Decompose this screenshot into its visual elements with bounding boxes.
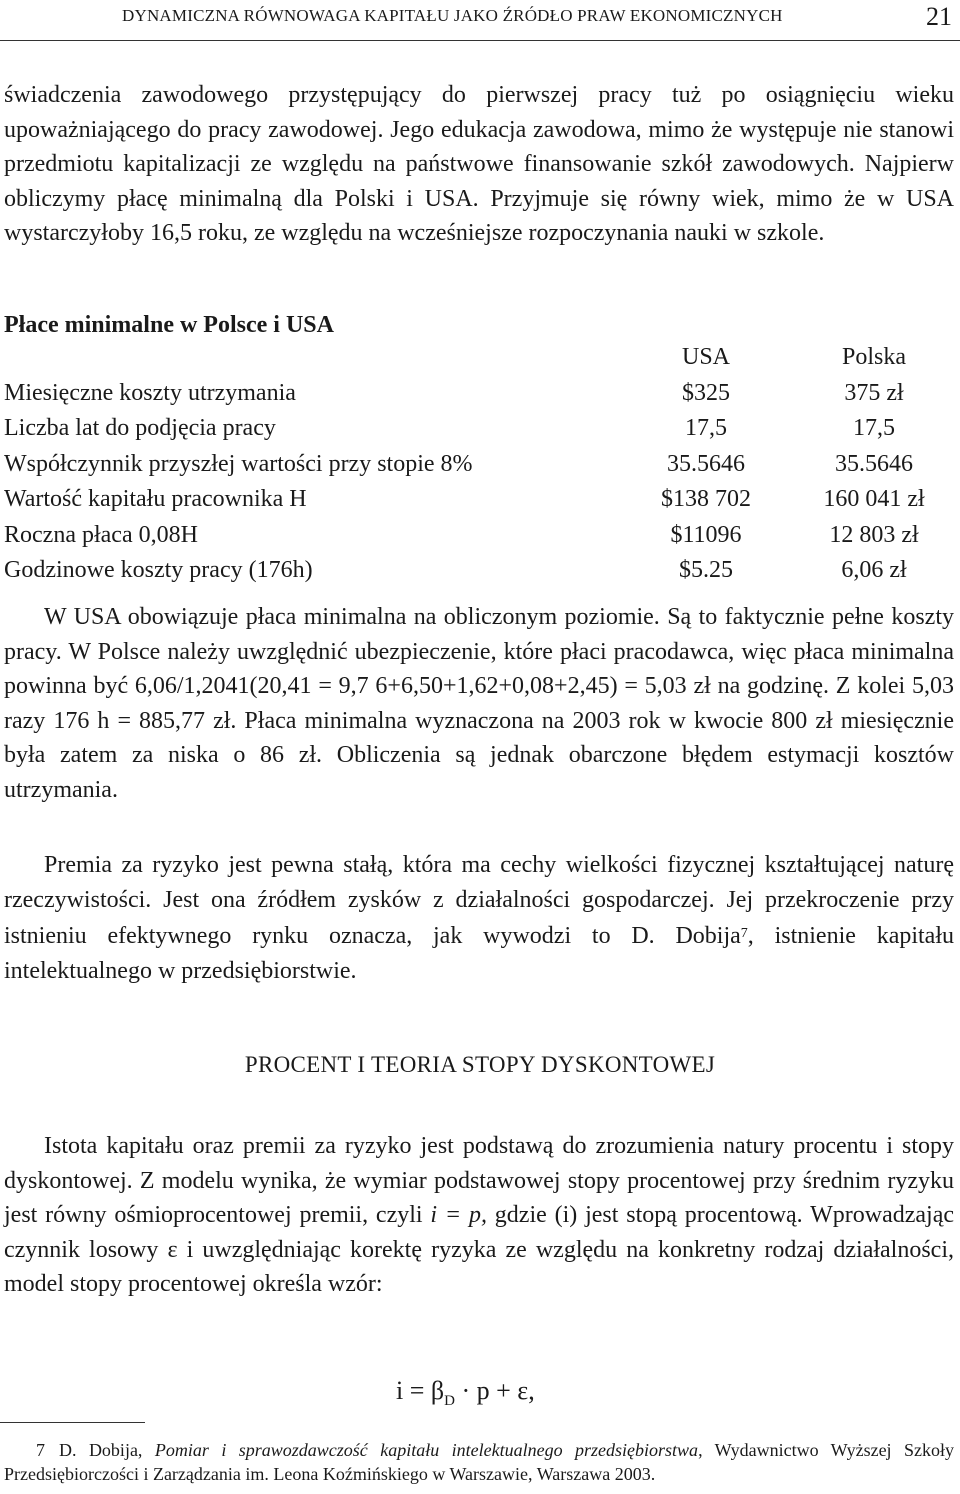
cell-usa: $138 702 [661, 486, 751, 512]
inline-math: i = p, [430, 1202, 487, 1228]
cell-usa: $11096 [670, 521, 742, 548]
cell-polska: 17,5 [853, 415, 895, 441]
row-label: Godzinowe koszty pracy (176h) [4, 557, 313, 583]
table-row [4, 557, 954, 593]
table-header-row [4, 344, 954, 380]
paragraph-4-text: Istota kapitału oraz premii za ryzyko jest podstawą do zrozumienia natury procentu i stopy dyskontowej. Z modelu wynika, że wymiar podstawowej stopy procentowej przy średnim ryzyku jest równy ośmioprocentowej premii, czyli [4, 1133, 954, 1228]
section-heading: PROCENT I TEORIA STOPY DYSKONTOWEJ [244, 1052, 716, 1077]
row-label: Miesięczne koszty utrzymania [4, 379, 296, 406]
paragraph-3 [4, 848, 954, 988]
cell-usa: $325 [682, 379, 730, 406]
page-number: 21 [926, 2, 952, 31]
footnote-reference: 7 [740, 926, 748, 941]
cell-polska: 160 041 zł [823, 486, 925, 512]
table-title: Płace minimalne w Polsce i USA [4, 312, 334, 338]
formula-subscript: D [444, 1393, 455, 1409]
formula-rhs: · p + ε, [454, 1376, 535, 1405]
table-row [4, 451, 954, 487]
cell-usa: 35.5646 [667, 450, 745, 477]
paragraph-3-text: Premia za ryzyko jest pewna stałą, która ma cechy wielkości fizycznej kształtującej naturę rzeczywistości. Jest ona źródłem zysków z działalności gospodarczej. Jej przekroczenie przy istnieniu efektywnego rynku oznacza, jak wywodzi to D. Dobija [4, 852, 954, 949]
row-label: Roczna płaca 0,08H [4, 521, 198, 548]
paragraph-3-end: , istnienie kapitału intelektualnego w przedsiębiorstwie. [4, 923, 954, 984]
footnote-divider [0, 1422, 145, 1423]
paragraph-2: W USA obowiązuje płaca minimalna na obliczonym poziomie. Są to faktycznie pełne koszty pracy. W Polsce należy uwzględnić ubezpieczenie, które płaci pracodawca, więc płaca minimalna powinna być 6,06/1,2041(20,41 = 9,7 6+6,50+1,62+0,08+2,45) = 5,03 zł na godzinę. Z kolei 5,03 razy 176 h = 885,77 zł. Płaca minimalna wyznaczona na 2003 rok w kwocie 800 zł miesięcznie była zatem za niska o 86 zł. Obliczenia są jednak obarczone błędem estymacji kosztów utrzymania. [4, 604, 954, 803]
footnote [4, 1438, 954, 1486]
running-title: DYNAMICZNA RÓWNOWAGA KAPITAŁU JAKO ŹRÓDŁO PRAW EKONOMICZNYCH [122, 6, 783, 25]
cell-usa: 17,5 [685, 415, 727, 441]
table-row [4, 486, 954, 522]
column-header-polska: Polska [841, 344, 906, 370]
footnote-title: Pomiar i sprawozdawczość kapitału intelektualnego przedsiębiorstwa [154, 1440, 699, 1460]
table-row [4, 380, 954, 416]
cell-polska: 375 zł [844, 379, 904, 406]
interest-rate-formula [396, 1376, 535, 1410]
row-label: Wartość kapitału pracownika H [4, 486, 307, 512]
table-row [4, 522, 954, 558]
table-row [4, 415, 954, 451]
row-label: Liczba lat do podjęcia pracy [4, 415, 276, 441]
column-header-usa: USA [681, 344, 730, 370]
paragraph-4-end: gdzie (i) jest stopą procentową. Wprowadzając czynnik losowy ε i uwzględniając korektę ryzyka ze względu na konkretny rodzaj działalności, model stopy procentowej określa wzór: [4, 1202, 954, 1297]
paragraph-1: świadczenia zawodowego przystępujący do pierwszej pracy tuż po osiągnięciu wieku upoważniającego do pracy zawodowej. Jego edukacja zawodowa, mimo że występuje nie stanowi przedmiotu kapitalizacji ze względu na państwowe finansowanie szkół zawodowych. Najpierw obliczymy płacę minimalną dla Polski i USA. Przyjmuje się równy wiek, mimo że w USA wystarczyłoby 16,5 roku, ze względu na wcześniejsze rozpoczynania nauki w szkole. [4, 82, 954, 246]
page-header [0, 0, 960, 41]
cell-polska: 12 803 zł [829, 521, 919, 548]
cell-usa: $5.25 [679, 557, 733, 583]
footnote-number: 7 [36, 1440, 45, 1460]
footnote-author: D. Dobija, [59, 1440, 155, 1460]
wages-table [4, 344, 954, 593]
cell-polska: 35.5646 [835, 450, 913, 477]
formula-lhs: i = β [396, 1376, 445, 1405]
row-label: Współczynnik przyszłej wartości przy stopie 8% [4, 450, 473, 477]
footnote-publisher: , Wydawnictwo Wyższej Szkoły Przedsiębiorczości i Zarządzania im. Leona Koźmińskiego w Warszawie, Warszawa 2003. [4, 1440, 954, 1484]
paragraph-4 [4, 1129, 954, 1302]
cell-polska: 6,06 zł [841, 557, 907, 583]
